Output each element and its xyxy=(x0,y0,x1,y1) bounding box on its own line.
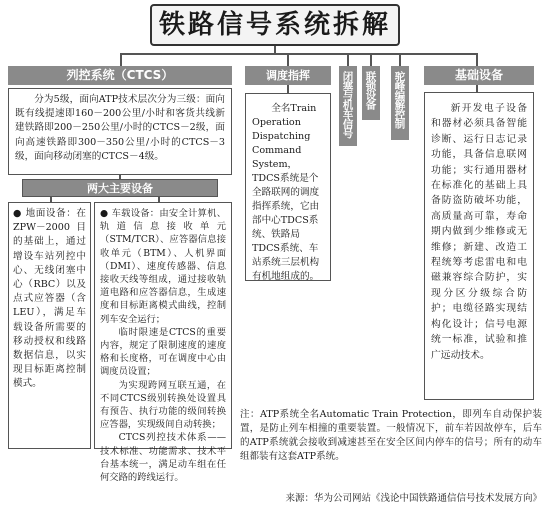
connector-cbi xyxy=(347,53,349,66)
onboard-level-switch-text: 为实现跨网互联互通，在不同CTCS级别转换处设置具有预告、执行功能的级间转换应答器，实现级间自动转换； xyxy=(100,379,226,431)
onboard-equipment-box xyxy=(94,202,232,484)
connector-infra-box xyxy=(476,85,478,92)
ctcs-intro-box xyxy=(8,88,232,175)
connector-infra xyxy=(476,53,478,66)
tdcs-text: 全名Train Operation Dispatching Command System，TDCS系统是个全路联网的调度指挥系统，它由部中心TDCS系统、铁路局TDCS系统、车站系统三层机构有机地组成的。 xyxy=(252,103,320,282)
ground-equipment-box xyxy=(8,202,91,449)
ctcs-sub-header: 两大主要设备 xyxy=(22,179,218,197)
ground-equipment-text: ● 地面设备：在ZPW－2000目的基础上，通过增设车站列控中心、无线闭塞中心（RBC）以及点式应答器（含LEU），满足车载设备所需要的移动授权和线路数据信息，以实现目标距离控制模式。 xyxy=(13,208,86,390)
infra-text: 新开发电子设备和器材必须具备智能诊断、运行日志记录功能，具备信息联网功能；实行通用器材在标准化的基础上具备防盗防破坏功能，高质量高可靠，寿命期内做到少维修或无维修；新建、改造工程统筹考虑雷电和电磁兼容综合防护，实现分区分级综合防护；电缆径路实现结构化设计；信号电源统一标准，试验和推广远动技术。 xyxy=(431,103,527,361)
infra-header: 基础设备 xyxy=(424,66,534,85)
ctcs-intro-text: 分为5级，面向ATP技术层次分为三级：面向既有线提速即160－200公里/小时和客货共线新建铁路即200－250公里/小时的CTCS－2级，面向高速铁路即300－350公里/小时的CTCS－3级，面向移动闭塞的CTCS－4级。 xyxy=(15,94,225,162)
onboard-tech-system-text: CTCS列控技术体系——技术标准、功能需求、技术平台基本统一，满足动车组在任何交路的跨线运行。 xyxy=(100,432,226,484)
connector-interlock xyxy=(370,53,372,66)
cbi-header: 闭塞与机车信号 xyxy=(339,66,357,146)
diagram-title: 铁路信号系统拆解 xyxy=(150,4,400,46)
onboard-equipment-text: ● 车载设备：由安全计算机、轨道信息接收单元（STM/TCR）、应答器信息接收单元（BTM）、人机界面（DMI）、速度传感器、信息接收天线等组成，通过接收轨道电路和应答器信息，生成速度和目标距离模式曲线，控制列车安全运行； xyxy=(100,208,226,325)
connector-ctcs xyxy=(120,53,122,66)
source-line: 来源：华为公司网站《浅论中国铁路通信信号技术发展方向》 xyxy=(285,493,542,504)
connector-tdcs xyxy=(287,53,289,66)
hump-header: 驼峰编解控制 xyxy=(391,66,409,140)
interlock-header: 联锁设备 xyxy=(362,66,380,120)
tdcs-box xyxy=(245,93,331,281)
onboard-speed-limit-text: 临时限速是CTCS的重要内容，规定了限制速度的速度格和长度格，可在调度中心由调度员设置； xyxy=(100,326,226,378)
footnote: 注：ATP系统全名Automatic Train Protection，即列车自动保护装置，是防止列车相撞的重要装置。一般情况下，前车若因故停车，后车的ATP系统就会接收到减速甚至在安全区间内停车的信号；所有的动车组都装有这套ATP系统。 xyxy=(240,409,542,462)
connector-horizontal xyxy=(120,53,477,55)
connector-tdcs-box xyxy=(287,85,289,93)
connector-hump xyxy=(399,53,401,66)
infra-box xyxy=(424,92,534,400)
tdcs-header: 调度指挥 xyxy=(245,66,331,85)
ctcs-header: 列控系统（CTCS） xyxy=(8,66,232,85)
